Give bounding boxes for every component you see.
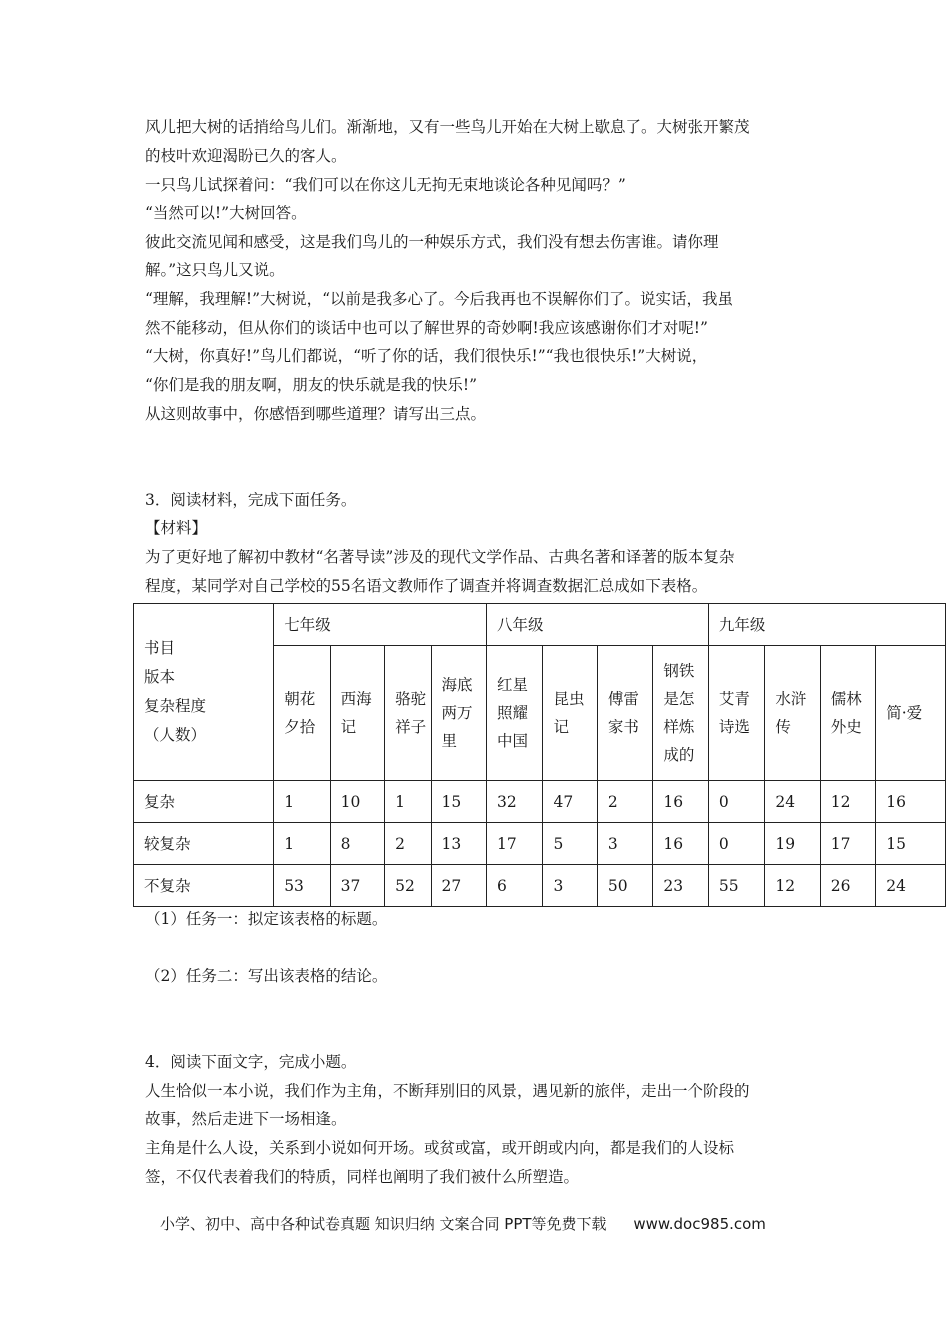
grade-7-header: 七年级 xyxy=(274,604,487,646)
footer-url[interactable]: www.doc985.com xyxy=(633,1215,766,1233)
table-cell: 2 xyxy=(385,823,431,865)
header-line-count: （人数） xyxy=(144,726,207,744)
table-header-cell xyxy=(134,604,274,781)
q3-title: 3．阅读材料，完成下面任务。 xyxy=(145,491,357,509)
table-cell: 23 xyxy=(653,865,708,907)
book-title-cell: 昆虫 记 xyxy=(543,646,597,781)
table-cell: 55 xyxy=(708,865,764,907)
book-title-cell: 朝花 夕拾 xyxy=(274,646,330,781)
footer-text: 小学、初中、高中各种试卷真题 知识归纳 文案合同 PPT等免费下载 xyxy=(160,1215,607,1233)
story-line-9: “大树，你真好!”鸟儿们都说，“听了你的话，我们很快乐!”“我也很快乐!”大树说， xyxy=(145,347,708,365)
story-line-3: 一只鸟儿试探着问：“我们可以在你这儿无拘无束地谈论各种见闻吗？” xyxy=(145,176,626,194)
story-line-7: “理解，我理解!”大树说，“以前是我多心了。今后我再也不误解你们了。说实话，我虽 xyxy=(145,290,734,308)
q4-title: 4．阅读下面文字，完成小题。 xyxy=(145,1053,357,1071)
table-row xyxy=(134,865,946,907)
q3-material-tag: 【材料】 xyxy=(145,519,208,537)
story-question: 从这则故事中，你感悟到哪些道理？请写出三点。 xyxy=(145,405,487,423)
q4-line-4: 签，不仅代表着我们的特质，同样也阐明了我们被什么所塑造。 xyxy=(145,1168,580,1186)
book-title-cell: 西海 记 xyxy=(330,646,384,781)
table-cell: 3 xyxy=(543,865,597,907)
table-cell: 15 xyxy=(431,781,486,823)
book-title-cell: 傅雷 家书 xyxy=(597,646,652,781)
book-title-cell: 骆驼 祥子 xyxy=(385,646,431,781)
table-cell: 47 xyxy=(543,781,597,823)
row-label: 较复杂 xyxy=(134,823,274,865)
table-cell: 12 xyxy=(765,865,820,907)
q4-line-2: 故事，然后走进下一场相逢。 xyxy=(145,1110,347,1128)
table-cell: 16 xyxy=(876,781,946,823)
header-line-edition: 版本 xyxy=(144,668,176,686)
table-row xyxy=(134,823,946,865)
row-label: 复杂 xyxy=(134,781,274,823)
table-cell: 24 xyxy=(765,781,820,823)
story-line-2: 的枝叶欢迎渴盼已久的客人。 xyxy=(145,147,347,165)
table-cell: 52 xyxy=(385,865,431,907)
table-cell: 17 xyxy=(820,823,875,865)
header-line-book: 书目 xyxy=(144,639,176,657)
table-cell: 1 xyxy=(274,781,330,823)
table-cell: 27 xyxy=(431,865,486,907)
row-label: 不复杂 xyxy=(134,865,274,907)
table-cell: 50 xyxy=(597,865,652,907)
q4-line-1: 人生恰似一本小说，我们作为主角，不断拜别旧的风景，遇见新的旅伴，走出一个阶段的 xyxy=(145,1082,750,1100)
table-row xyxy=(134,781,946,823)
q4-line-3: 主角是什么人设，关系到小说如何开场。或贫或富，或开朗或内向，都是我们的人设标 xyxy=(145,1139,735,1157)
table-cell: 1 xyxy=(385,781,431,823)
table-cell: 0 xyxy=(708,781,764,823)
table-cell: 13 xyxy=(431,823,486,865)
story-line-8: 然不能移动，但从你们的谈话中也可以了解世界的奇妙啊!我应该感谢你们才对呢!” xyxy=(145,319,708,337)
survey-table xyxy=(133,603,946,907)
table-cell: 24 xyxy=(876,865,946,907)
story-line-10: “你们是我的朋友啊，朋友的快乐就是我的快乐!” xyxy=(145,376,478,394)
grade-9-header: 九年级 xyxy=(708,604,945,646)
table-cell: 10 xyxy=(330,781,384,823)
table-cell: 12 xyxy=(820,781,875,823)
table-cell: 15 xyxy=(876,823,946,865)
table-cell: 8 xyxy=(330,823,384,865)
story-line-4: “当然可以!”大树回答。 xyxy=(145,204,307,222)
story-line-6: 解。”这只鸟儿又说。 xyxy=(145,261,285,279)
table-cell: 26 xyxy=(820,865,875,907)
q3-task-2: （2）任务二：写出该表格的结论。 xyxy=(145,967,388,985)
table-cell: 17 xyxy=(486,823,542,865)
table-cell: 5 xyxy=(543,823,597,865)
table-cell: 32 xyxy=(486,781,542,823)
table-cell: 1 xyxy=(274,823,330,865)
table-cell: 16 xyxy=(653,781,708,823)
book-title-cell: 海底 两万 里 xyxy=(431,646,486,781)
story-line-5: 彼此交流见闻和感受，这是我们鸟儿的一种娱乐方式，我们没有想去伤害谁。请你理 xyxy=(145,233,719,251)
book-title-cell: 儒林 外史 xyxy=(820,646,875,781)
q3-intro-line-1: 为了更好地了解初中教材“名著导读”涉及的现代文学作品、古典名著和译著的版本复杂 xyxy=(145,548,735,566)
book-title-cell: 钢铁 是怎 样炼 成的 xyxy=(653,646,708,781)
table-cell: 37 xyxy=(330,865,384,907)
q3-task-1: （1）任务一：拟定该表格的标题。 xyxy=(145,910,388,928)
table-cell: 0 xyxy=(708,823,764,865)
book-title-cell: 简·爱 xyxy=(876,646,946,781)
table-cell: 6 xyxy=(486,865,542,907)
header-line-complexity: 复杂程度 xyxy=(144,697,207,715)
book-title-cell: 水浒 传 xyxy=(765,646,820,781)
grade-8-header: 八年级 xyxy=(486,604,708,646)
table-cell: 19 xyxy=(765,823,820,865)
table-cell: 53 xyxy=(274,865,330,907)
table-cell: 16 xyxy=(653,823,708,865)
page-footer xyxy=(160,1213,766,1234)
table-cell: 2 xyxy=(597,781,652,823)
book-title-cell: 艾青 诗选 xyxy=(708,646,764,781)
q3-intro-line-2: 程度，某同学对自己学校的55名语文教师作了调查并将调查数据汇总成如下表格。 xyxy=(145,577,708,595)
book-title-cell: 红星 照耀 中国 xyxy=(486,646,542,781)
story-line-1: 风儿把大树的话捎给鸟儿们。渐渐地，又有一些鸟儿开始在大树上歇息了。大树张开繁茂 xyxy=(145,118,750,136)
table-cell: 3 xyxy=(597,823,652,865)
grade-header-row xyxy=(134,604,946,646)
